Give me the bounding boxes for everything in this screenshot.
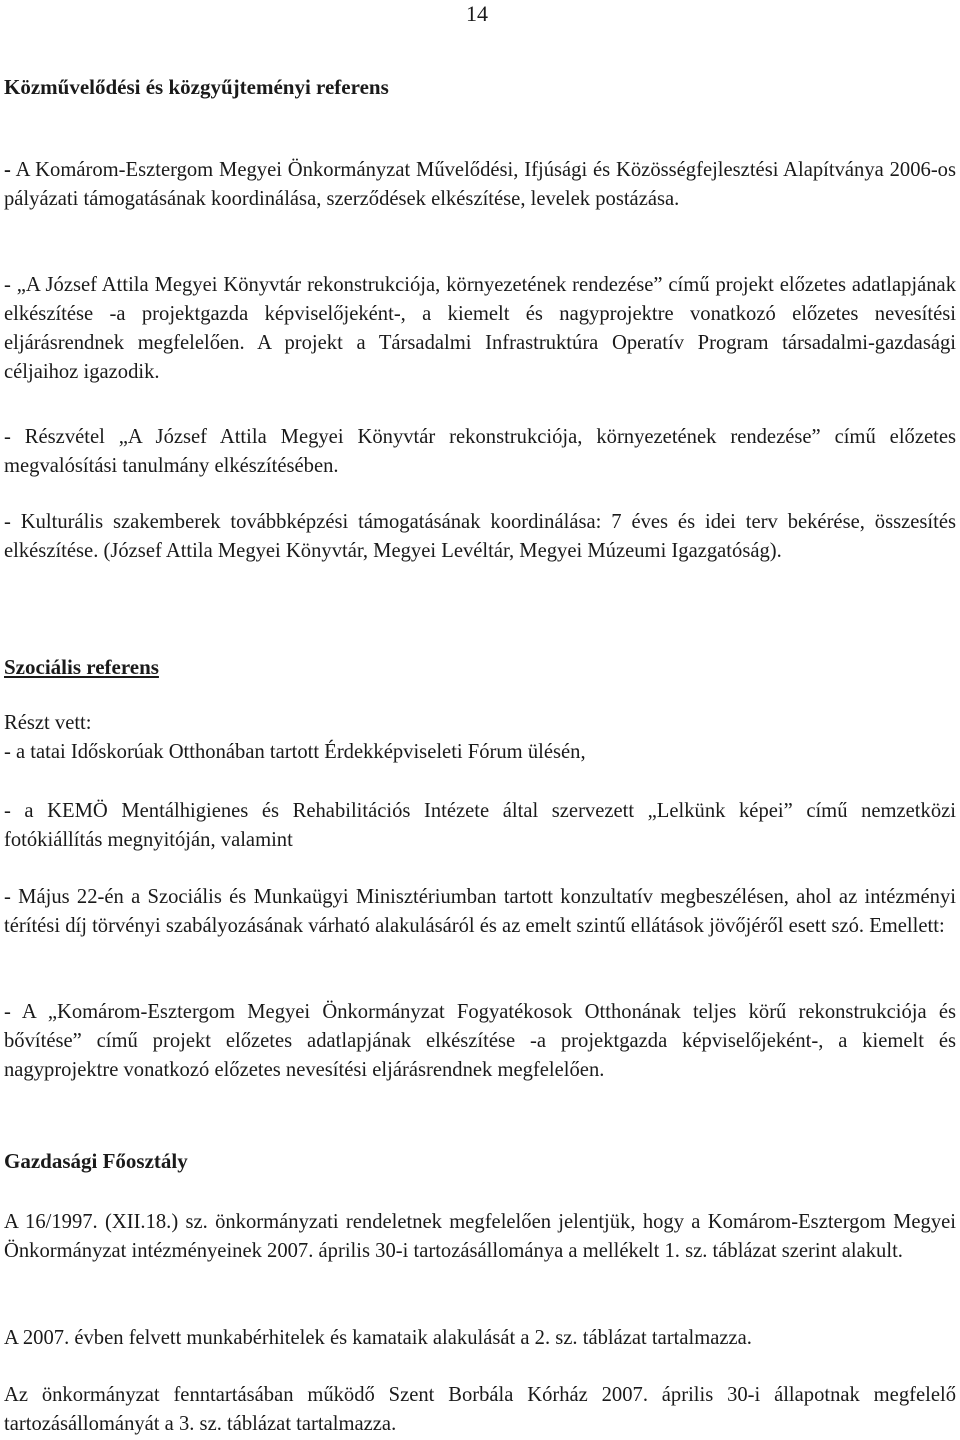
reszt-vett-item-forum: - a tatai Időskorúak Otthonában tartott Érdekképviseleti Fórum ülésén, <box>4 741 586 763</box>
paragraph-alapitvany-text: A Komárom-Esztergom Megyei Önkormányzat Művelődési, Ifjúsági és Közösségfejlesztési Alapítványa 2006-os pályázati támogatásának koordinálása, szerződések elkészítése, levelek postázása. <box>4 159 956 210</box>
bullet-dash: - <box>4 159 11 181</box>
section-heading-gazdasagi: Gazdasági Főosztály <box>4 1149 188 1173</box>
paragraph-reszt-vett <box>4 709 956 767</box>
paragraph-munkaberhitelek: A 2007. évben felvett munkabérhitelek és kamataik alakulását a 2. sz. táblázat tartalmazza. <box>4 1327 752 1349</box>
paragraph-konyvtar-projekt: - „A József Attila Megyei Könyvtár rekonstrukciója, környezetének rendezése” című projekt előzetes adatlapjának elkészítése -a projektgazda képviselőjeként-, a kiemelt és nagyprojektre vonatkozó előzetes nevesítési eljárásrendnek megfelelően. A projekt a Társadalmi Infrastruktúra Operatív Program társadalmi-gazdasági céljaihoz igazodik. <box>4 274 956 383</box>
paragraph-kemo-kiallitas: - a KEMÖ Mentálhigienes és Rehabilitációs Intézete által szervezett „Lelkünk képei” című nemzetközi fotókiállítás megnyitóján, valamint <box>4 800 956 851</box>
paragraph-fogyatekosok-otthona: - A „Komárom-Esztergom Megyei Önkormányzat Fogyatékosok Otthonának teljes körű rekonstrukciója és bővítése” című projekt előzetes adatlapjának elkészítése -a projektgazda képviselőjeként-, a kiemelt és nagyprojektre vonatkozó előzetes nevesítési eljárásrendnek megfelelően. <box>4 1001 956 1081</box>
section-heading-szocialis: Szociális referens <box>4 655 159 679</box>
paragraph-alapitvany <box>4 156 956 214</box>
paragraph-szent-borbala: Az önkormányzat fenntartásában működő Szent Borbála Kórház 2007. április 30-i állapotnak megfelelő tartozásállományát a 3. sz. táblázat tartalmazza. <box>4 1384 956 1435</box>
paragraph-kulturalis: - Kulturális szakemberek továbbképzési támogatásának koordinálása: 7 éves és idei terv bekérése, összesítés elkészítése. (József Attila Megyei Könyvtár, Megyei Levéltár, Megyei Múzeumi Igazgatóság). <box>4 511 956 562</box>
paragraph-reszvetel: - Részvétel „A József Attila Megyei Könyvtár rekonstrukciója, környezetének rendezése” című előzetes megvalósítási tanulmány elkészítésében. <box>4 426 956 477</box>
reszt-vett-label: Részt vett: <box>4 712 92 734</box>
section-heading-kozmuvelodesi: Közművelődési és közgyűjteményi referens <box>4 75 389 99</box>
page-number: 14 <box>466 1 488 26</box>
paragraph-tartozasallomany: A 16/1997. (XII.18.) sz. önkormányzati rendeletnek megfelelően jelentjük, hogy a Komárom-Esztergom Megyei Önkormányzat intézményeinek 2007. április 30-i tartozásállománya a mellékelt 1. sz. táblázat szerint alakult. <box>4 1211 956 1262</box>
paragraph-minisztерium-megbeszeles: - Május 22-én a Szociális és Munkaügyi Minisztériumban tartott konzultatív megbeszélésen, ahol az intézményi térítési díj törvényi szabályozásának várható alakulásáról és az emelt szintű ellátások jövőjéről esett szó. Emellett: <box>4 886 956 937</box>
